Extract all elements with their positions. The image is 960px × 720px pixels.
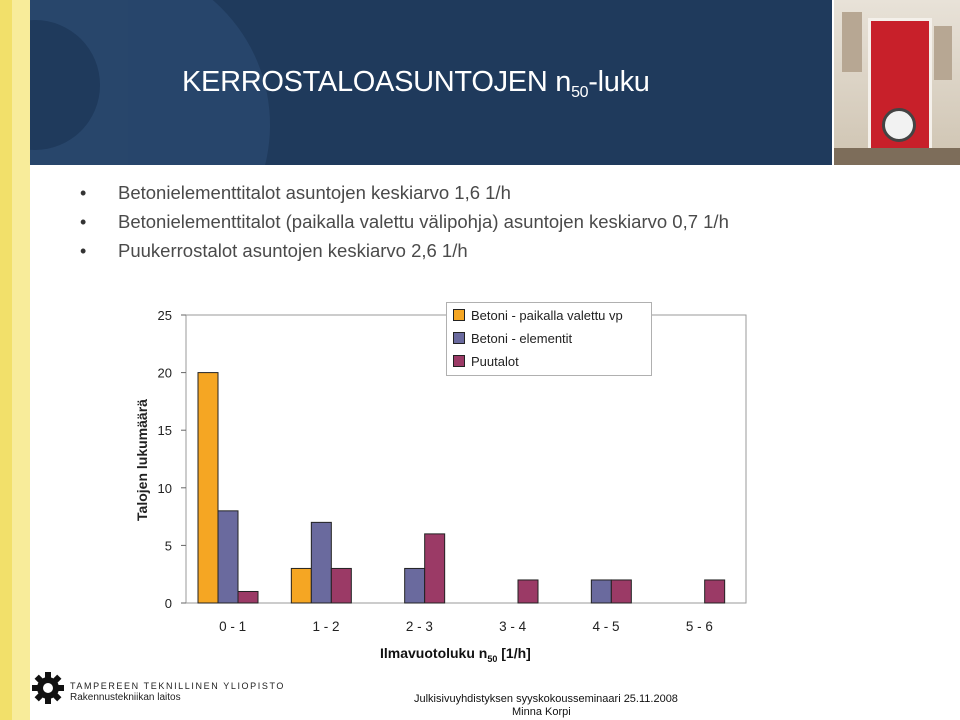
legend-swatch	[453, 332, 465, 344]
tut-gear-logo-icon	[30, 670, 66, 706]
x-axis-label: Ilmavuotoluku $n_{50}$ [1/h]	[380, 645, 531, 664]
x-tick-label: 0 - 1	[219, 619, 247, 634]
legend-item: Betoni - paikalla valettu vp	[453, 308, 623, 323]
legend-swatch	[453, 355, 465, 367]
bullet-dot-icon: •	[80, 241, 87, 261]
bar	[425, 534, 445, 603]
x-tick-label: 2 - 3	[405, 619, 433, 634]
y-tick-label: 20	[157, 365, 172, 381]
x-tick-label: 5 - 6	[685, 619, 713, 634]
bar	[218, 511, 238, 603]
bullet-item: • Betonielementtitalot asuntojen keskiarvo 1,6 1/h	[80, 182, 511, 203]
legend-swatch	[453, 309, 465, 321]
x-tick-label: 4 - 5	[592, 619, 620, 634]
bar	[331, 568, 351, 603]
bullet-dot-icon: •	[80, 183, 87, 203]
bar	[311, 522, 331, 603]
y-tick-label: 10	[157, 480, 172, 496]
y-tick-label: 15	[157, 423, 172, 439]
bar	[238, 591, 258, 603]
footer-event: Julkisivuyhdistyksen syyskokousseminaari 25.11.2008	[414, 693, 678, 705]
slide-title: KERROSTALOASUNTOJEN $n_{50}$-luku	[182, 66, 650, 101]
bullet-item: • Puukerrostalot asuntojen keskiarvo 2,6 1/h	[80, 240, 468, 261]
department-name: Rakennustekniikan laitos	[70, 692, 181, 703]
bar	[405, 568, 425, 603]
bar	[291, 568, 311, 603]
bar	[611, 580, 631, 603]
x-tick-label: 1 - 2	[312, 619, 340, 634]
bar	[198, 373, 218, 603]
y-tick-label: 5	[164, 538, 172, 554]
y-tick-label: 0	[164, 596, 172, 611]
bar	[518, 580, 538, 603]
bullet-dot-icon: •	[80, 212, 87, 232]
footer-author: Minna Korpi	[512, 706, 571, 718]
university-name: TAMPEREEN TEKNILLINEN YLIOPISTO	[70, 681, 285, 691]
legend-item: Betoni - elementit	[453, 331, 572, 346]
bullet-item: • Betonielementtitalot (paikalla valettu välipohja) asuntojen keskiarvo 0,7 1/h	[80, 211, 729, 232]
bar	[591, 580, 611, 603]
y-tick-label: 25	[157, 308, 172, 323]
bar	[705, 580, 725, 603]
legend-item: Puutalot	[453, 354, 519, 369]
chart-legend	[446, 302, 652, 376]
y-axis-label: Talojen lukumäärä	[134, 399, 150, 521]
x-tick-label: 3 - 4	[499, 619, 527, 634]
